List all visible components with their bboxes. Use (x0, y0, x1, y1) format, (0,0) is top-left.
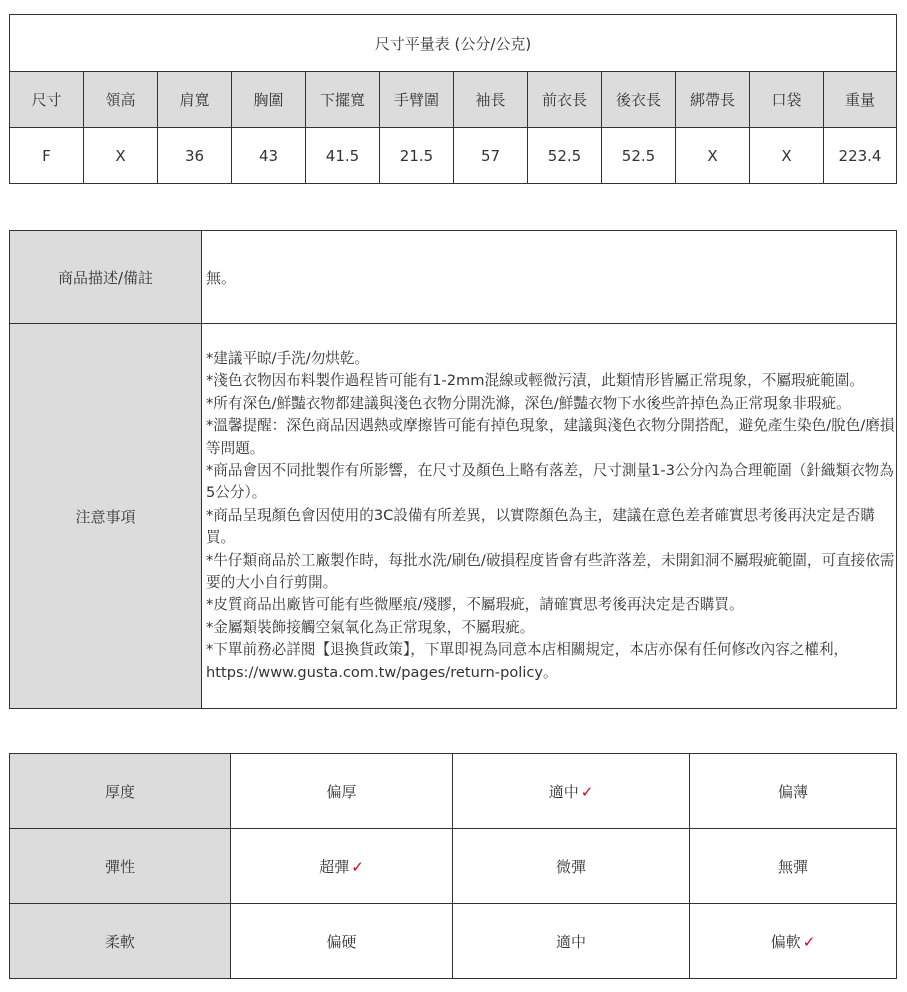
size-header-row (10, 72, 897, 128)
size-table (9, 14, 897, 184)
attribute-option: 偏厚 (231, 754, 453, 829)
size-value: X (84, 128, 158, 184)
care-line: *溫馨提醒：深色商品因遇熱或摩擦皆可能有掉色現象，建議與淺色衣物分開搭配，避免產生染色/脫色/磨損等問題。 (206, 417, 895, 457)
size-value: 57 (454, 128, 528, 184)
notes-table (9, 230, 897, 709)
description-row (10, 231, 897, 324)
size-header: 前衣長 (528, 72, 602, 128)
size-header: 尺寸 (10, 72, 84, 128)
care-label: 注意事項 (10, 324, 202, 709)
size-header: 手臂圍 (380, 72, 454, 128)
size-value: F (10, 128, 84, 184)
size-header: 綁帶長 (676, 72, 750, 128)
care-line: *所有深色/鮮豔衣物都建議與淺色衣物分開洗滌，深色/鮮豔衣物下水後些許掉色為正常現象非瑕疵。 (206, 394, 851, 412)
care-line: *建議平晾/手洗/勿烘乾。 (206, 349, 370, 367)
size-value: X (750, 128, 824, 184)
care-list (206, 348, 896, 684)
description-text: 無。 (202, 231, 897, 324)
check-icon: ✓ (351, 857, 364, 876)
attribute-option: 偏硬 (231, 904, 453, 979)
care-line: *商品會因不同批製作有所影響，在尺寸及顏色上略有落差，尺寸測量1-3公分內為合理範圍（針織類衣物為5公分）。 (206, 461, 894, 502)
care-content (202, 324, 897, 709)
care-line: *皮質商品出廠皆可能有些微壓痕/殘膠，不屬瑕疵，請確實思考後再決定是否購買。 (206, 596, 744, 614)
size-header: 領高 (84, 72, 158, 128)
attribute-option: 無彈 (690, 829, 897, 904)
care-line: *金屬類裝飾接觸空氣氧化為正常現象，不屬瑕疵。 (206, 618, 535, 636)
size-value: 43 (232, 128, 306, 184)
check-icon: ✓ (580, 782, 594, 801)
care-row (10, 324, 897, 709)
attribute-option: 偏薄 (690, 754, 897, 829)
size-header: 肩寬 (158, 72, 232, 128)
attribute-label: 柔軟 (10, 904, 231, 979)
size-value: 41.5 (306, 128, 380, 184)
size-value: 36 (158, 128, 232, 184)
attribute-label: 彈性 (10, 829, 231, 904)
size-header: 袖長 (454, 72, 528, 128)
attribute-label: 厚度 (10, 754, 231, 829)
attribute-option: 超彈 ✓ (231, 829, 453, 904)
attribute-row-thickness (10, 754, 897, 829)
attribute-row-softness (10, 904, 897, 979)
size-value: 223.4 (824, 128, 897, 184)
size-value: 52.5 (602, 128, 676, 184)
attribute-row-elasticity (10, 829, 897, 904)
size-header: 胸圍 (232, 72, 306, 128)
care-line: *牛仔類商品於工廠製作時，每批水洗/刷色/破損程度皆會有些許落差，未開釦洞不屬瑕疵範圍，可直接依需要的大小自行剪開。 (206, 551, 895, 592)
attribute-option: 適中 ✓ (453, 754, 690, 829)
attribute-option: 適中 (453, 904, 690, 979)
size-header: 下擺寬 (306, 72, 380, 128)
size-value: 52.5 (528, 128, 602, 184)
attribute-table (9, 753, 897, 979)
care-line: *商品呈現顏色會因使用的3C設備有所差異，以實際顏色為主，建議在意色差者確實思考後再決定是否購買。 (206, 506, 875, 547)
size-value: 21.5 (380, 128, 454, 184)
care-line: *下單前務必詳閱【退換貨政策】，下單即視為同意本店相關規定，本店亦保有任何修改內容之權利，https://www.gusta.com.tw/pages/return-policy。 (206, 641, 849, 681)
size-value-row (10, 128, 897, 184)
check-icon: ✓ (802, 932, 816, 951)
care-line: *淺色衣物因布料製作過程皆可能有1-2mm混線或輕微污漬，此類情形皆屬正常現象，不屬瑕疵範圍。 (206, 372, 864, 390)
size-header: 口袋 (750, 72, 824, 128)
attribute-option: 微彈 (453, 829, 690, 904)
attribute-option: 偏軟 ✓ (690, 904, 897, 979)
size-header: 重量 (824, 72, 897, 128)
description-label: 商品描述/備註 (10, 231, 202, 324)
size-table-title: 尺寸平量表 (公分/公克) (10, 15, 897, 72)
size-value: X (676, 128, 750, 184)
size-header: 後衣長 (602, 72, 676, 128)
